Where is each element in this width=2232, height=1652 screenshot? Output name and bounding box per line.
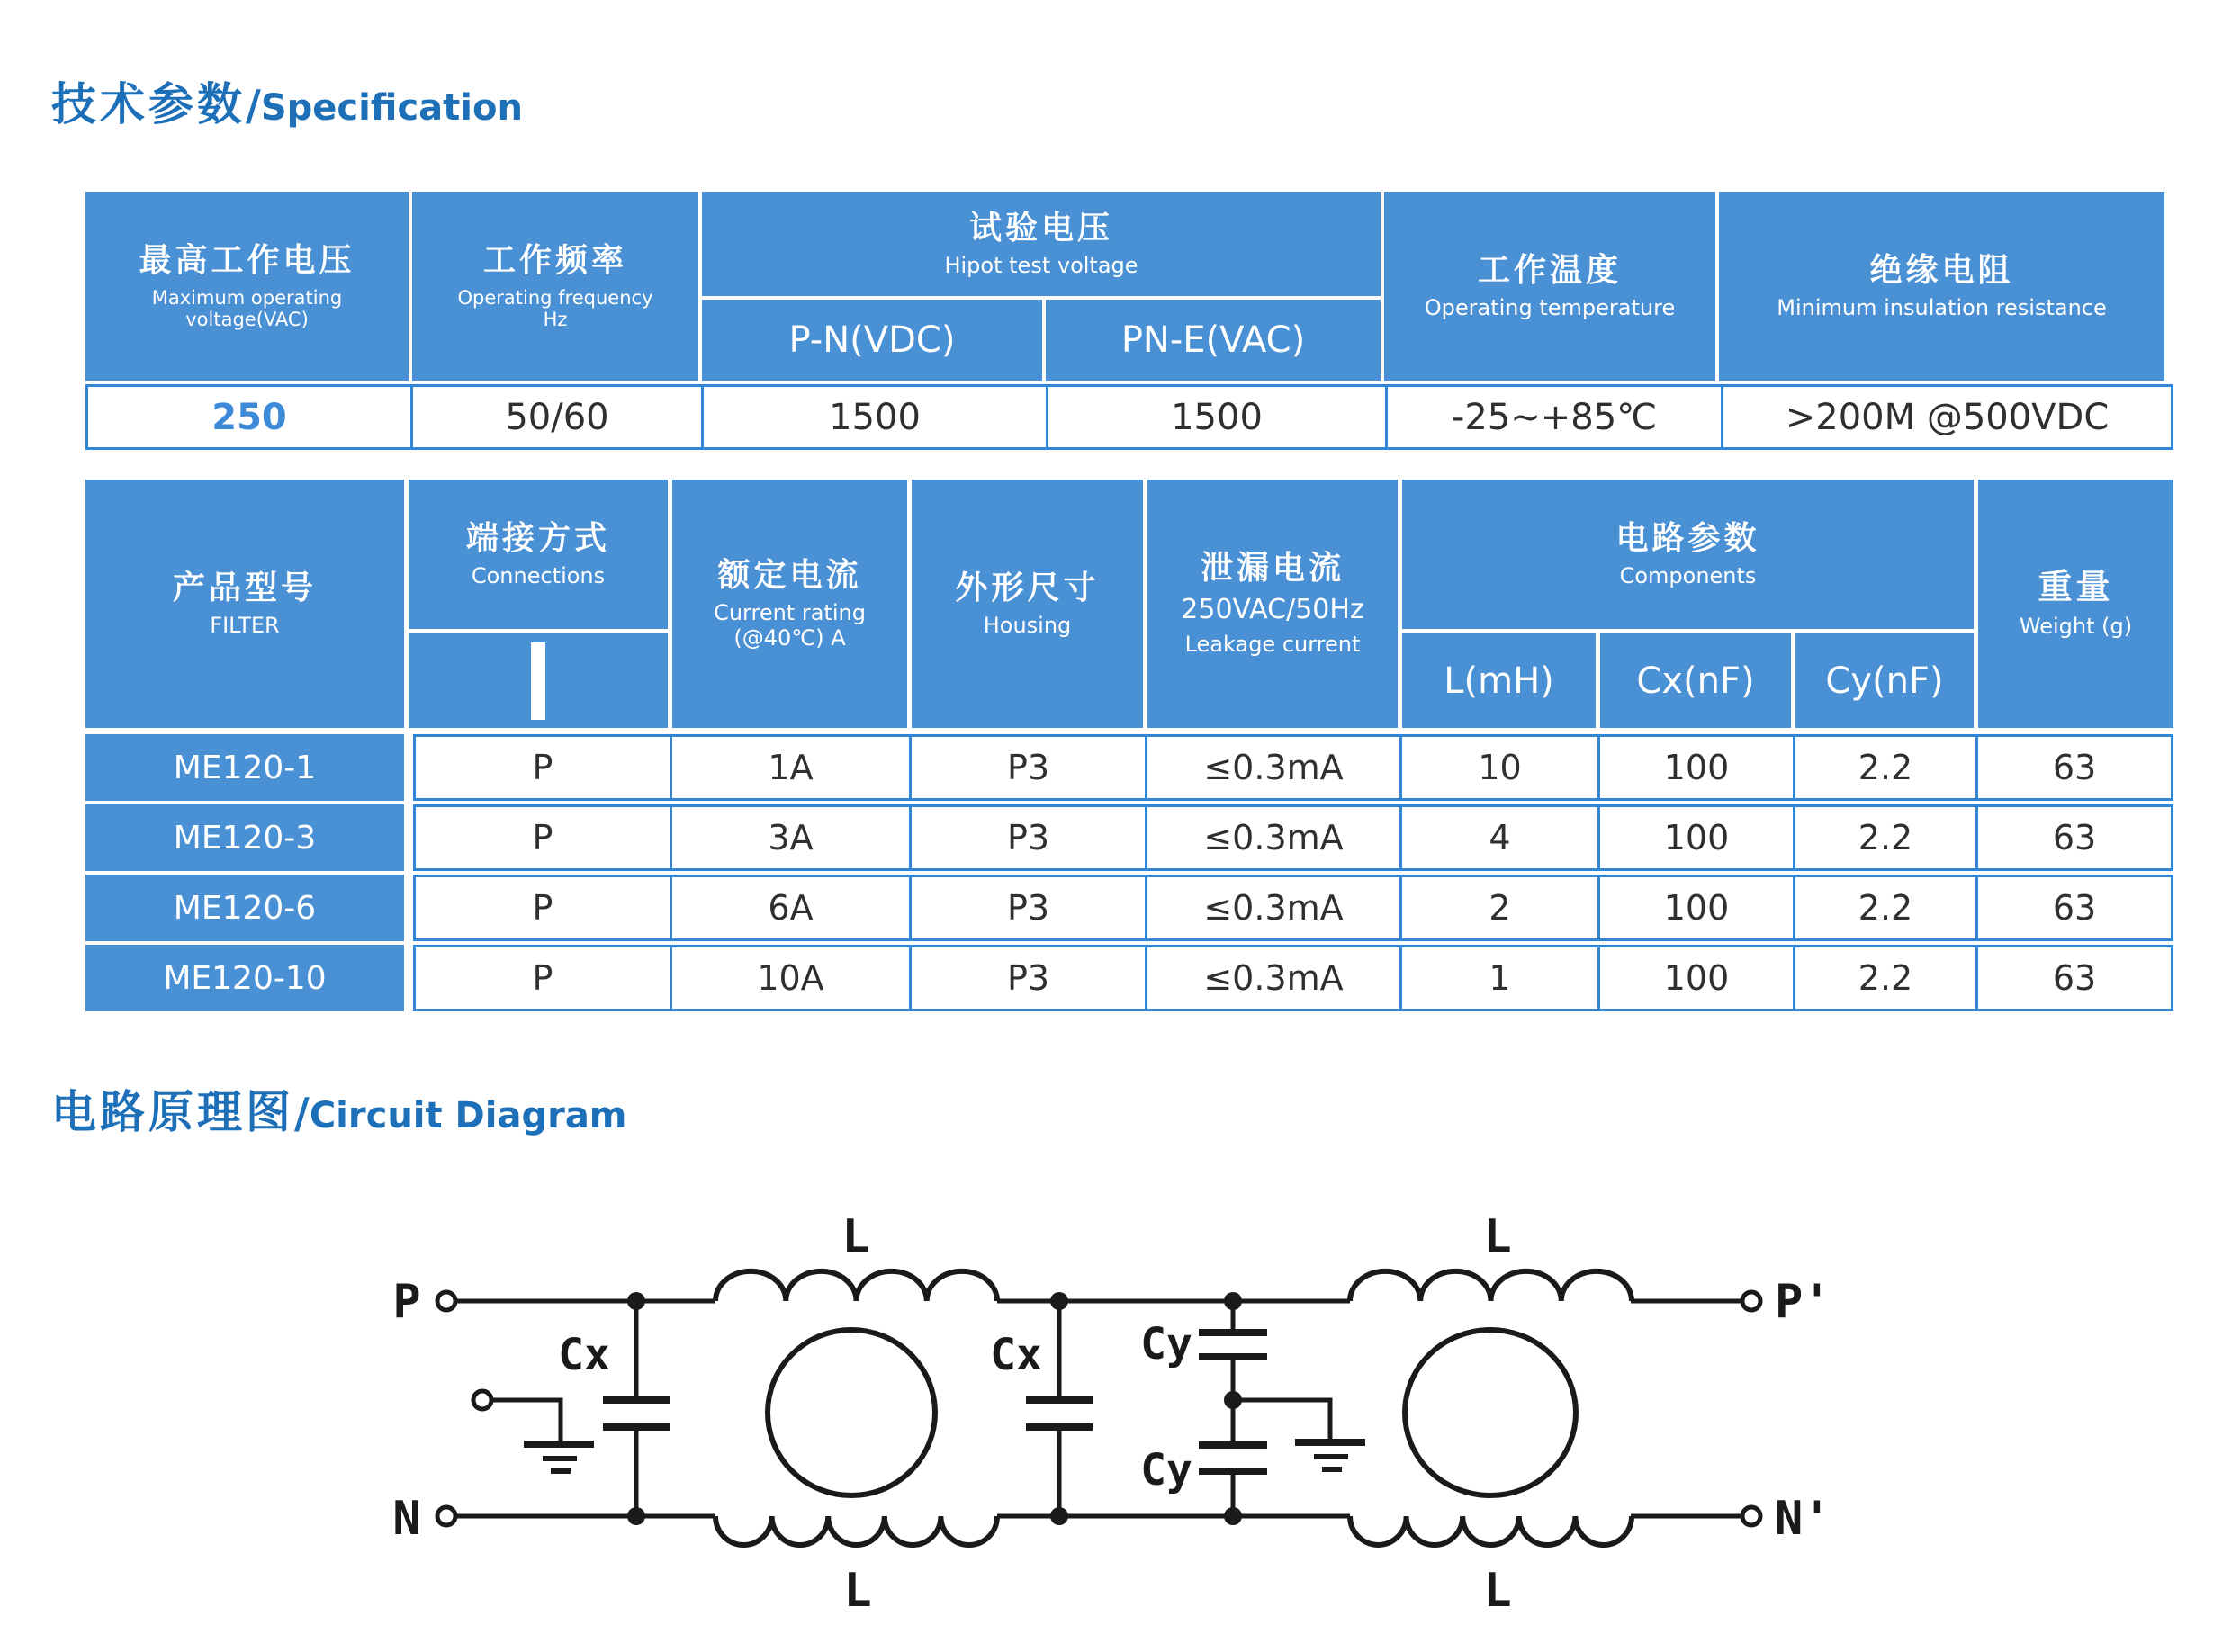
header-connections-zh: 端接方式 (465, 519, 610, 557)
header-hipot-pn-label: P-N(VDC) (788, 319, 956, 361)
ground-symbol (1322, 1467, 1342, 1472)
model-table-row (86, 945, 2174, 1011)
header-insulation-en: Minimum insulation resistance (1777, 294, 2107, 320)
cell-connection: P (413, 945, 672, 1011)
cell-cy-nf: 2.2 (1796, 945, 1978, 1011)
choke-core-2 (1405, 1330, 1576, 1495)
header-l-mh (1402, 633, 1596, 728)
ground1-wire (491, 1400, 561, 1441)
header-hipot-en: Hipot test voltage (944, 252, 1138, 278)
cell-current: 6A (672, 875, 912, 941)
section-title-circuit-diagram (51, 1076, 627, 1141)
cell-leakage: ≤0.3mA (1148, 945, 1402, 1011)
terminal-n-out (1742, 1507, 1760, 1525)
cell-l-mh: 1 (1402, 945, 1600, 1011)
circuit-labels (392, 1210, 1831, 1618)
ground-symbol (1314, 1454, 1348, 1459)
header-current-en: Current rating (@40℃) A (714, 600, 866, 651)
cell-l-mh: 4 (1402, 804, 1600, 871)
junction-dot (1050, 1507, 1068, 1525)
junction-dot (1224, 1391, 1242, 1409)
cell-l-mh: 2 (1402, 875, 1600, 941)
cx2-capacitor-plate (1026, 1423, 1093, 1431)
ground-symbol (1295, 1439, 1365, 1446)
cell-current: 1A (672, 734, 912, 801)
header-frequency-zh: 工作频率 (482, 242, 627, 280)
header-insulation (1719, 192, 2164, 381)
header-leakage-condition: 250VAC/50Hz (1181, 593, 1364, 625)
header-max-voltage (86, 192, 409, 381)
cell-housing: P3 (912, 945, 1148, 1011)
cell-leakage: ≤0.3mA (1148, 875, 1402, 941)
header-current (672, 480, 907, 728)
cell-housing: P3 (912, 734, 1148, 801)
title-en: Specification (260, 87, 523, 129)
cx2-capacitor-plate (1026, 1396, 1093, 1404)
inductor-coil-bottom-2 (1350, 1516, 1632, 1545)
header-connections-en: Connections (471, 562, 606, 588)
cell-connection: P (413, 734, 672, 801)
header-housing-zh: 外形尺寸 (955, 569, 1100, 606)
title-en: Circuit Diagram (309, 1095, 627, 1136)
row-spacer (404, 875, 413, 941)
header-housing-en: Housing (983, 612, 1072, 638)
header-temperature (1384, 192, 1715, 381)
model-table-row (86, 734, 2174, 801)
cell-model: ME120-1 (86, 734, 404, 801)
header-housing (912, 480, 1143, 728)
terminal-bar-icon (531, 642, 545, 720)
model-table-row (86, 875, 2174, 941)
junction-dot (1224, 1507, 1242, 1525)
cell-cx-nf: 100 (1600, 734, 1796, 801)
header-hipot-pn (702, 300, 1042, 381)
cell-weight: 63 (1978, 875, 2174, 941)
choke-core-1 (768, 1330, 935, 1495)
cell-weight: 63 (1978, 945, 2174, 1011)
cell-model: ME120-10 (86, 945, 404, 1011)
title-separator: / (294, 1089, 310, 1137)
label-l: L (1483, 1564, 1512, 1618)
header-connections-symbol (409, 633, 668, 728)
cell-model: ME120-3 (86, 804, 404, 871)
title-separator: / (246, 81, 261, 130)
cell-weight: 63 (1978, 804, 2174, 871)
inductors (716, 1271, 1632, 1545)
cell-cy-nf: 2.2 (1796, 734, 1978, 801)
header-current-zh: 额定电流 (717, 556, 862, 594)
label-p-out: P' (1775, 1275, 1832, 1329)
junction-dot (627, 1507, 645, 1525)
header-frequency (412, 192, 698, 381)
header-model (86, 480, 404, 728)
header-hipot (702, 192, 1381, 296)
cx1-capacitor-plate (603, 1423, 670, 1431)
header-weight (1978, 480, 2174, 728)
header-cy-nf (1796, 633, 1974, 728)
header-temperature-zh: 工作温度 (1477, 251, 1622, 289)
cell-cx-nf: 100 (1600, 804, 1796, 871)
row-spacer (404, 734, 413, 801)
header-cx-nf-label: Cx(nF) (1636, 660, 1755, 702)
cell-pne-vac: 1500 (1048, 384, 1388, 450)
header-insulation-zh: 绝缘电阻 (1869, 251, 2014, 289)
header-model-en: FILTER (210, 612, 280, 638)
model-table-row (86, 804, 2174, 871)
label-p: P (392, 1275, 421, 1329)
cell-leakage: ≤0.3mA (1148, 734, 1402, 801)
cell-connection: P (413, 804, 672, 871)
cy1-capacitor-plate (1199, 1329, 1267, 1336)
cell-weight: 63 (1978, 734, 2174, 801)
junction-dot (1050, 1292, 1068, 1310)
title-zh: 技术参数 (51, 78, 246, 130)
header-temperature-en: Operating temperature (1424, 294, 1676, 320)
spec-table-header (86, 192, 2164, 381)
terminal-n (437, 1507, 455, 1525)
model-table-rows (86, 734, 2174, 1015)
cell-connection: P (413, 875, 672, 941)
circuit-solids (524, 1292, 1365, 1525)
label-cx: Cx (990, 1330, 1042, 1380)
label-l: L (843, 1564, 872, 1618)
cell-cy-nf: 2.2 (1796, 875, 1978, 941)
terminal-p (437, 1292, 455, 1310)
cell-current: 10A (672, 945, 912, 1011)
header-leakage-zh: 泄漏电流 (1200, 550, 1345, 588)
header-hipot-zh: 试验电压 (968, 209, 1113, 247)
terminal-p-out (1742, 1292, 1760, 1310)
cell-cx-nf: 100 (1600, 945, 1796, 1011)
label-n: N (392, 1492, 421, 1546)
circuit-diagram (387, 1197, 1881, 1638)
cell-model: ME120-6 (86, 875, 404, 941)
header-components-en: Components (1619, 562, 1757, 588)
cell-l-mh: 10 (1402, 734, 1600, 801)
label-cy: Cy (1140, 1445, 1192, 1495)
header-model-zh: 产品型号 (172, 569, 317, 606)
spec-table-row (86, 384, 2174, 450)
inductor-coil-bottom-1 (716, 1516, 997, 1545)
cx1-capacitor-plate (603, 1396, 670, 1404)
cy2-capacitor-plate (1199, 1468, 1267, 1475)
header-weight-zh: 重量 (2038, 567, 2114, 607)
header-connections (409, 480, 668, 629)
label-cy: Cy (1140, 1319, 1192, 1369)
cy2-capacitor-plate (1199, 1441, 1267, 1449)
header-components-zh: 电路参数 (1616, 519, 1760, 557)
label-n-out: N' (1775, 1492, 1832, 1546)
header-frequency-en: Operating frequency Hz (457, 286, 653, 330)
row-spacer (404, 804, 413, 871)
cy1-capacitor-plate (1199, 1353, 1267, 1360)
cell-temperature: -25~+85℃ (1388, 384, 1724, 450)
terminal-ground (473, 1391, 491, 1409)
header-weight-en: Weight (g) (2019, 614, 2133, 640)
header-max-voltage-zh: 最高工作电压 (139, 242, 356, 280)
cell-housing: P3 (912, 804, 1148, 871)
header-leakage (1148, 480, 1398, 728)
ground-symbol (524, 1441, 594, 1448)
inductor-coil-top-2 (1350, 1271, 1632, 1301)
cell-insulation: >200M @500VDC (1724, 384, 2174, 450)
section-title-specification (51, 68, 523, 133)
header-components (1402, 480, 1974, 629)
title-zh: 电路原理图 (51, 1086, 294, 1138)
junction-dot (627, 1292, 645, 1310)
header-max-voltage-en: Maximum operating voltage(VAC) (151, 286, 343, 330)
cell-current: 3A (672, 804, 912, 871)
ground-symbol (551, 1468, 571, 1474)
cell-cx-nf: 100 (1600, 875, 1796, 941)
ground-symbol (543, 1456, 577, 1461)
cell-max-voltage: 250 (86, 384, 413, 450)
header-cx-nf (1600, 633, 1791, 728)
label-l: L (1483, 1210, 1512, 1264)
header-l-mh-label: L(mH) (1444, 660, 1554, 702)
inductor-coil-top-1 (716, 1271, 997, 1301)
cell-frequency: 50/60 (413, 384, 704, 450)
label-l: L (842, 1210, 870, 1264)
header-hipot-pne (1046, 300, 1381, 381)
cell-cy-nf: 2.2 (1796, 804, 1978, 871)
model-table-header (86, 480, 2174, 728)
ground2-wire (1241, 1400, 1330, 1439)
cell-housing: P3 (912, 875, 1148, 941)
cell-leakage: ≤0.3mA (1148, 804, 1402, 871)
circuit-wires (456, 1301, 1742, 1516)
header-hipot-pne-label: PN-E(VAC) (1120, 319, 1306, 361)
header-cy-nf-label: Cy(nF) (1825, 660, 1944, 702)
row-spacer (404, 945, 413, 1011)
header-leakage-en: Leakage current (1184, 632, 1361, 658)
cell-pn-vdc: 1500 (704, 384, 1048, 450)
label-cx: Cx (558, 1330, 610, 1380)
junction-dot (1224, 1292, 1242, 1310)
